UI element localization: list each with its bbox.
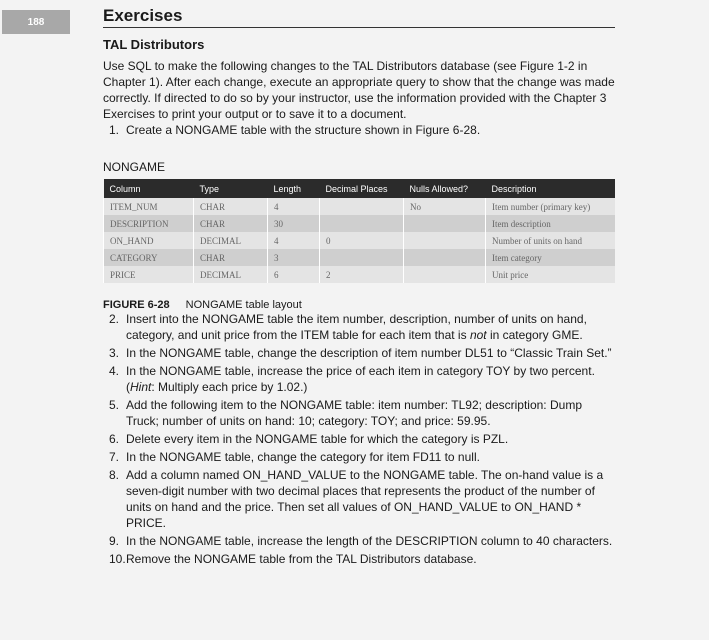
- table-cell: 2: [320, 266, 404, 283]
- exercise-number: 10.: [109, 552, 126, 566]
- exercise-text: Add a column named ON_HAND_VALUE to the NONGAME table. The on-hand value is a seven-digit number with two decimal places that represents the product of the number of units on hand and the price. Then set all values of ON_HAND_VALUE to ON_HAND * PRICE.: [126, 468, 604, 530]
- exercise-number: 4.: [109, 364, 120, 378]
- table-row: [104, 249, 616, 266]
- table-header-cell: Column: [104, 179, 194, 198]
- table-cell: Number of units on hand: [486, 232, 616, 249]
- table-header-cell: Decimal Places: [320, 179, 404, 198]
- exercise-item: [103, 122, 615, 138]
- table-header-cell: Type: [194, 179, 268, 198]
- exercise-item: [103, 363, 615, 395]
- exercise-item: [103, 397, 615, 429]
- figure-label: FIGURE 6-28: [103, 299, 170, 311]
- exercise-list-first: [103, 122, 615, 138]
- exercise-item: [103, 551, 615, 567]
- exercise-text: In the NONGAME table, change the description of item number DL51 to “Classic Train Set.”: [126, 346, 612, 360]
- table-header-cell: Description: [486, 179, 616, 198]
- exercise-number: 2.: [109, 312, 120, 326]
- exercise-text: In the NONGAME table, increase the price of each item in category TOY by two percent. (: [126, 364, 595, 394]
- table-cell: CATEGORY: [104, 249, 194, 266]
- table-cell: Item description: [486, 215, 616, 232]
- exercise-text: Insert into the NONGAME table the item number, description, number of units on hand, category, and unit price from the ITEM table for each item that is: [126, 312, 587, 342]
- exercise-number: 7.: [109, 450, 120, 464]
- exercise-item: [103, 533, 615, 549]
- exercise-text-tail: in category GME.: [486, 328, 583, 342]
- table-header-cell: Nulls Allowed?: [404, 179, 486, 198]
- table-row: [104, 232, 616, 249]
- table-cell: ON_HAND: [104, 232, 194, 249]
- exercise-list-second: [103, 311, 615, 567]
- table-cell: CHAR: [194, 198, 268, 215]
- table-cell: 6: [268, 266, 320, 283]
- table-cell: DECIMAL: [194, 266, 268, 283]
- table-cell: 4: [268, 232, 320, 249]
- exercise-text: Delete every item in the NONGAME table for which the category is PZL.: [126, 432, 509, 446]
- table-cell: Item category: [486, 249, 616, 266]
- exercise-number: 9.: [109, 534, 120, 548]
- table-cell: 30: [268, 215, 320, 232]
- figure-caption-text: NONGAME table layout: [185, 299, 302, 311]
- table-header-row: [104, 179, 616, 198]
- nongame-structure-table: [103, 179, 615, 283]
- table-cell: [404, 215, 486, 232]
- exercise-number: 8.: [109, 468, 120, 482]
- table-cell: 4: [268, 198, 320, 215]
- table-cell: DESCRIPTION: [104, 215, 194, 232]
- exercise-text: In the NONGAME table, change the category for item FD11 to null.: [126, 450, 480, 464]
- table-cell: [404, 249, 486, 266]
- table-cell: [404, 266, 486, 283]
- exercise-emphasis: not: [469, 328, 487, 342]
- table-cell: [404, 232, 486, 249]
- page-content: [103, 6, 615, 569]
- exercise-text: Create a NONGAME table with the structure shown in Figure 6-28.: [126, 123, 481, 137]
- exercise-number: 6.: [109, 432, 120, 446]
- table-name: NONGAME: [103, 160, 166, 174]
- table-row: [104, 198, 616, 215]
- figure-caption: [103, 299, 615, 311]
- exercise-item: [103, 345, 615, 361]
- table-cell: PRICE: [104, 266, 194, 283]
- table-cell: [320, 249, 404, 266]
- exercise-emphasis: Hint: [130, 380, 152, 394]
- table-cell: 0: [320, 232, 404, 249]
- exercise-item: [103, 431, 615, 447]
- subsection-title: TAL Distributors: [103, 37, 205, 52]
- table-cell: DECIMAL: [194, 232, 268, 249]
- exercise-item: [103, 467, 615, 531]
- exercise-text-tail: : Multiply each price by 1.02.): [151, 380, 308, 394]
- section-title: Exercises: [103, 6, 615, 28]
- table-header-cell: Length: [268, 179, 320, 198]
- table-cell: No: [404, 198, 486, 215]
- exercise-number: 1.: [109, 123, 120, 137]
- table-row: [104, 215, 616, 232]
- table-cell: CHAR: [194, 215, 268, 232]
- intro-paragraph: Use SQL to make the following changes to the TAL Distributors database (see Figure 1-2 in Chapter 1). After each change, execute an appropriate query to show that the change was made correctly. If directed to do so by your instructor, use the information provided with the Chapter 3 Exercises to print your output or to save it to a document.: [103, 59, 615, 121]
- exercise-text: In the NONGAME table, increase the length of the DESCRIPTION column to 40 characters.: [126, 534, 613, 548]
- table-cell: Unit price: [486, 266, 616, 283]
- exercise-number: 5.: [109, 398, 120, 412]
- page-number: 188: [2, 10, 70, 34]
- exercise-item: [103, 311, 615, 343]
- exercise-text: Remove the NONGAME table from the TAL Distributors database.: [126, 552, 477, 566]
- table-cell: CHAR: [194, 249, 268, 266]
- exercise-number: 3.: [109, 346, 120, 360]
- exercise-text: Add the following item to the NONGAME table: item number: TL92; description: Dump Truck; number of units on hand: 10; category: TOY; and price: 59.95.: [126, 398, 582, 428]
- table-cell: [320, 198, 404, 215]
- table-cell: [320, 215, 404, 232]
- table-cell: 3: [268, 249, 320, 266]
- table-row: [104, 266, 616, 283]
- table-cell: Item number (primary key): [486, 198, 616, 215]
- table-cell: ITEM_NUM: [104, 198, 194, 215]
- exercise-item: [103, 449, 615, 465]
